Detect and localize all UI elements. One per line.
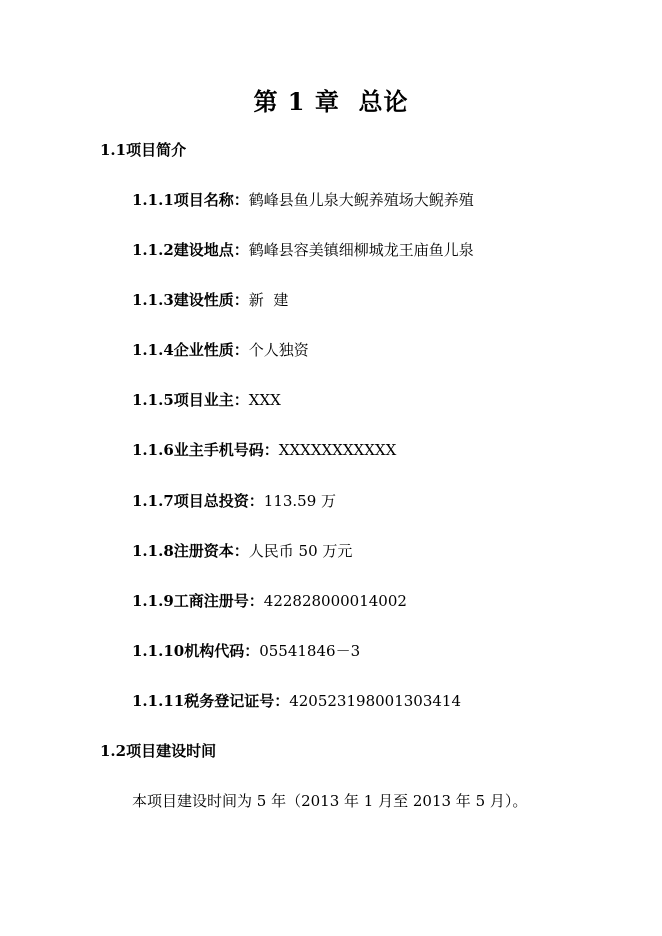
item-tax-registration xyxy=(132,690,461,711)
item-number: 1.1.10 xyxy=(132,642,185,660)
item-value: 人民币 50 万元 xyxy=(248,542,353,560)
item-label: 项目业主： xyxy=(173,391,249,409)
item-label: 机构代码： xyxy=(184,642,260,660)
item-value: XXXXXXXXXXX xyxy=(278,441,397,459)
chapter-title: 第 1 章 总论 xyxy=(253,87,409,116)
item-owner-phone xyxy=(132,439,396,460)
item-label: 建设性质： xyxy=(173,291,249,309)
section-number: 1.2 xyxy=(100,742,127,760)
item-label: 建设地点： xyxy=(173,241,249,259)
item-construction-site xyxy=(132,239,474,260)
section-title: 项目建设时间 xyxy=(126,742,217,760)
item-label: 业主手机号码： xyxy=(173,441,279,459)
item-value: 鹤峰县容美镇细柳城龙王庙鱼儿泉 xyxy=(248,241,474,259)
item-total-investment xyxy=(132,490,336,511)
item-number: 1.1.1 xyxy=(132,191,174,209)
item-label: 工商注册号： xyxy=(173,592,264,610)
item-business-registration xyxy=(132,590,407,611)
item-registered-capital xyxy=(132,540,352,561)
item-value: 113.59 万 xyxy=(263,492,337,510)
item-number: 1.1.8 xyxy=(132,542,174,560)
item-number: 1.1.9 xyxy=(132,592,174,610)
item-number: 1.1.4 xyxy=(132,341,174,359)
section-number: 1.1 xyxy=(100,141,127,159)
item-number: 1.1.6 xyxy=(132,441,174,459)
item-number: 1.1.7 xyxy=(132,492,174,510)
item-label: 税务登记证号： xyxy=(184,692,290,710)
construction-period-paragraph: 本项目建设时间为 5 年（2013 年 1 月至 2013 年 5 月）。 xyxy=(132,792,528,810)
item-label: 项目名称： xyxy=(173,191,249,209)
item-project-owner xyxy=(132,389,281,410)
item-number: 1.1.5 xyxy=(132,391,174,409)
item-project-name xyxy=(132,189,474,210)
section-heading-1-1 xyxy=(100,139,186,160)
item-value: XXX xyxy=(248,391,281,409)
item-number: 1.1.11 xyxy=(132,692,185,710)
item-value: 420523198001303414 xyxy=(289,692,462,710)
item-value: 新 建 xyxy=(248,291,289,309)
item-organization-code xyxy=(132,640,360,661)
section-title: 项目简介 xyxy=(126,141,187,159)
item-number: 1.1.3 xyxy=(132,291,174,309)
section-heading-1-2 xyxy=(100,740,216,761)
item-label: 企业性质： xyxy=(173,341,249,359)
item-label: 项目总投资： xyxy=(173,492,264,510)
item-value: 05541846－3 xyxy=(259,642,361,660)
item-value: 鹤峰县鱼儿泉大鲵养殖场大鲵养殖 xyxy=(248,191,474,209)
item-number: 1.1.2 xyxy=(132,241,174,259)
item-construction-nature xyxy=(132,289,288,310)
item-enterprise-nature xyxy=(132,339,309,360)
item-value: 422828000014002 xyxy=(263,592,407,610)
item-label: 注册资本： xyxy=(173,542,249,560)
item-value: 个人独资 xyxy=(248,341,309,359)
